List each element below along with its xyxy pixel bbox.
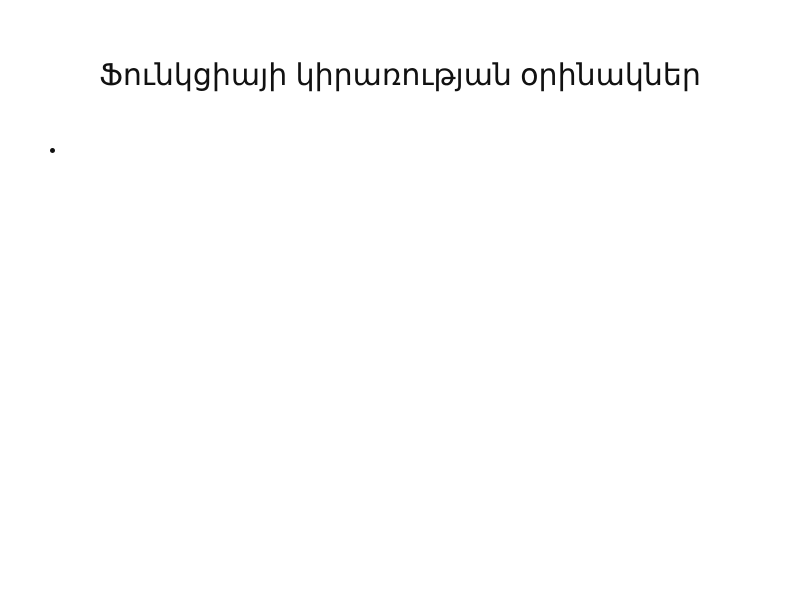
code-line-xor [46,486,766,508]
code-line-endmodule [46,529,766,551]
code-listing [46,140,766,550]
bullet-comment-line [46,140,766,162]
code-line-always [46,248,766,270]
code-line-begin [46,270,766,292]
code-line-endfunction [46,507,766,529]
slide-title: Ֆունկցիայի կիրառության օրինակներ [99,59,701,92]
code-line-ellipsis [46,183,766,205]
code-line-reg-parity [46,226,766,248]
code-line-comment [46,378,766,400]
code-line-module [46,162,766,184]
code-line-input [46,442,766,464]
code-line-parity-assign [46,291,766,313]
code-line-begin-2 [46,464,766,486]
code-line-function-cont [46,421,766,443]
code-line-dots [46,356,766,378]
code-line-reg-data [46,205,766,227]
code-line-end [46,334,766,356]
code-line-display [46,313,766,335]
code-line-function [46,399,766,421]
bullet-icon [50,148,55,153]
